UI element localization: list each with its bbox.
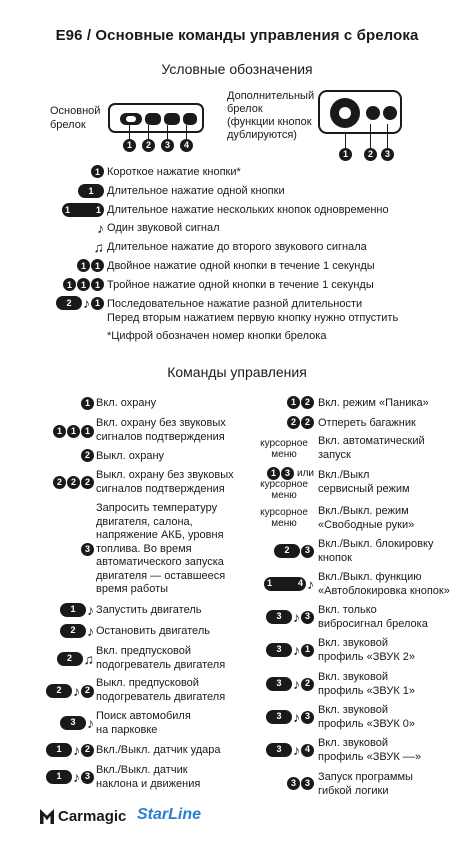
cmd-vibro-only: 3 ♪ 3 Вкл. только вибросигнал брелока [0, 604, 474, 632]
legend-sequential: 2 ♪ 1 Последовательное нажатие разной длительности Перед вторым нажатием первую кнопку нужно отпустить [0, 295, 474, 325]
cmd-heater-off: 2 ♪ 2 Выкл. предпусковой подогреватель двигателя [0, 677, 474, 705]
cmd-tilt-sensor: 1 ♪ 3 Вкл./Выкл. датчик наклона и движения [0, 764, 474, 792]
long-press-icon: 1 [78, 184, 104, 198]
cmd-sound-profile-1: 3 ♪ 2 Вкл. звуковой профиль «ЗВУК 1» [0, 671, 474, 699]
cmd-sound-profile-0: 3 ♪ 3 Вкл. звуковой профиль «ЗВУК 0» [0, 704, 474, 732]
commands-title: Команды управления [167, 364, 307, 380]
fob-button-1: 1 [123, 139, 136, 152]
cmd-sound-profile-off: 3 ♪ 4 Вкл. звуковой профиль «ЗВУК ––» [0, 737, 474, 765]
long-multi-press-icon: 1 1 [62, 203, 104, 217]
cmd-auto-start: курсорное меню Вкл. автоматический запуск [260, 435, 425, 461]
cmd-sound-profile-2: 3 ♪ 1 Вкл. звуковой профиль «ЗВУК 2» [0, 637, 474, 665]
extra-fob-label: Дополнительный брелок (функции кнопок дублируются) [227, 90, 315, 141]
legend-triple-press: 1 1 1 Тройное нажатие одной кнопки в течение 1 секунды [0, 277, 474, 293]
main-fob-icon [108, 103, 204, 133]
cmd-service-mode: 1 3 или курсорное меню Вкл./Выкл сервисный режим [260, 468, 410, 501]
music-note-icon: ♪ [97, 220, 104, 236]
fob-button-3: 3 [161, 139, 174, 152]
footnote: *Цифрой обозначен номер кнопки брелока [107, 330, 327, 342]
fob-button-2: 2 [142, 139, 155, 152]
legend-two-beeps: ♫ Длительное нажатие до второго звукового сигнала [93, 239, 367, 255]
extra-fob-button-3: 3 [381, 148, 394, 161]
fob-button-4: 4 [180, 139, 193, 152]
legend-short-press: 1 Короткое нажатие кнопки* [0, 164, 474, 180]
cmd-shock-sensor: 1 ♪ 2 Вкл./Выкл. датчик удара [0, 743, 474, 759]
cmd-trunk: 2 2 Отпереть багажник [0, 416, 474, 432]
cmd-status-request: 3 Запросить температуру двигателя, салона, напряжение АКБ, уровня топлива. Во время автоматического запуска двигателя — оставшееся время работы [0, 502, 474, 598]
page-title: E96 / Основные команды управления с брелока [55, 27, 419, 44]
main-fob-label: Основной брелок [50, 105, 101, 131]
carmagic-mark-icon [40, 809, 54, 824]
cmd-find-car: 3 ♪ Поиск автомобиля на парковке [0, 710, 474, 738]
cmd-panic: 1 2 Вкл. режим «Паника» [0, 396, 474, 412]
cmd-auto-key-lock: 1 4 ♪ Вкл./Выкл. функцию «Автоблокировка кнопок» [0, 571, 474, 599]
extra-fob-button-1: 1 [339, 148, 352, 161]
cmd-stop-engine: 2 ♪ Остановить двигатель [0, 624, 474, 640]
legend-double-press: 1 1 Двойное нажатие одной кнопки в течение 1 секунды [0, 258, 474, 274]
legend-one-beep: ♪ Один звуковой сигнал [97, 220, 220, 236]
button-number-icon: 1 [91, 165, 104, 178]
legend-long-press: 1 Длительное нажатие одной кнопки [0, 183, 474, 199]
cmd-flex-logic: 3 3 Запуск программы гибкой логики [0, 771, 474, 799]
carmagic-logo: Carmagic [40, 808, 126, 825]
cmd-arm: 1 Вкл. охрану [0, 396, 474, 412]
legend-title: Условные обозначения [161, 61, 313, 77]
extra-fob-button-2: 2 [364, 148, 377, 161]
cmd-disarm: 2 Выкл. охрану [0, 449, 474, 465]
cmd-hands-free: курсорное меню Вкл./Выкл. режим «Свободные руки» [260, 505, 415, 531]
cmd-key-lock: 2 3 Вкл./Выкл. блокировку кнопок [0, 538, 474, 566]
extra-fob-icon [318, 90, 402, 134]
cmd-arm-silent: 1 1 1 Вкл. охрану без звуковых сигналов подтверждения [0, 417, 474, 445]
cmd-start-engine: 1 ♪ Запустить двигатель [0, 603, 474, 619]
double-music-note-icon: ♫ [93, 239, 104, 255]
starline-logo: StarLine [137, 806, 202, 823]
cmd-heater-on: 2 ♫ Вкл. предпусковой подогреватель двигателя [0, 645, 474, 673]
legend-long-multi: 1 1 Длительное нажатие нескольких кнопок одновременно [0, 202, 474, 218]
cmd-disarm-silent: 2 2 2 Выкл. охрану без звуковых сигналов подтверждения [0, 469, 474, 497]
